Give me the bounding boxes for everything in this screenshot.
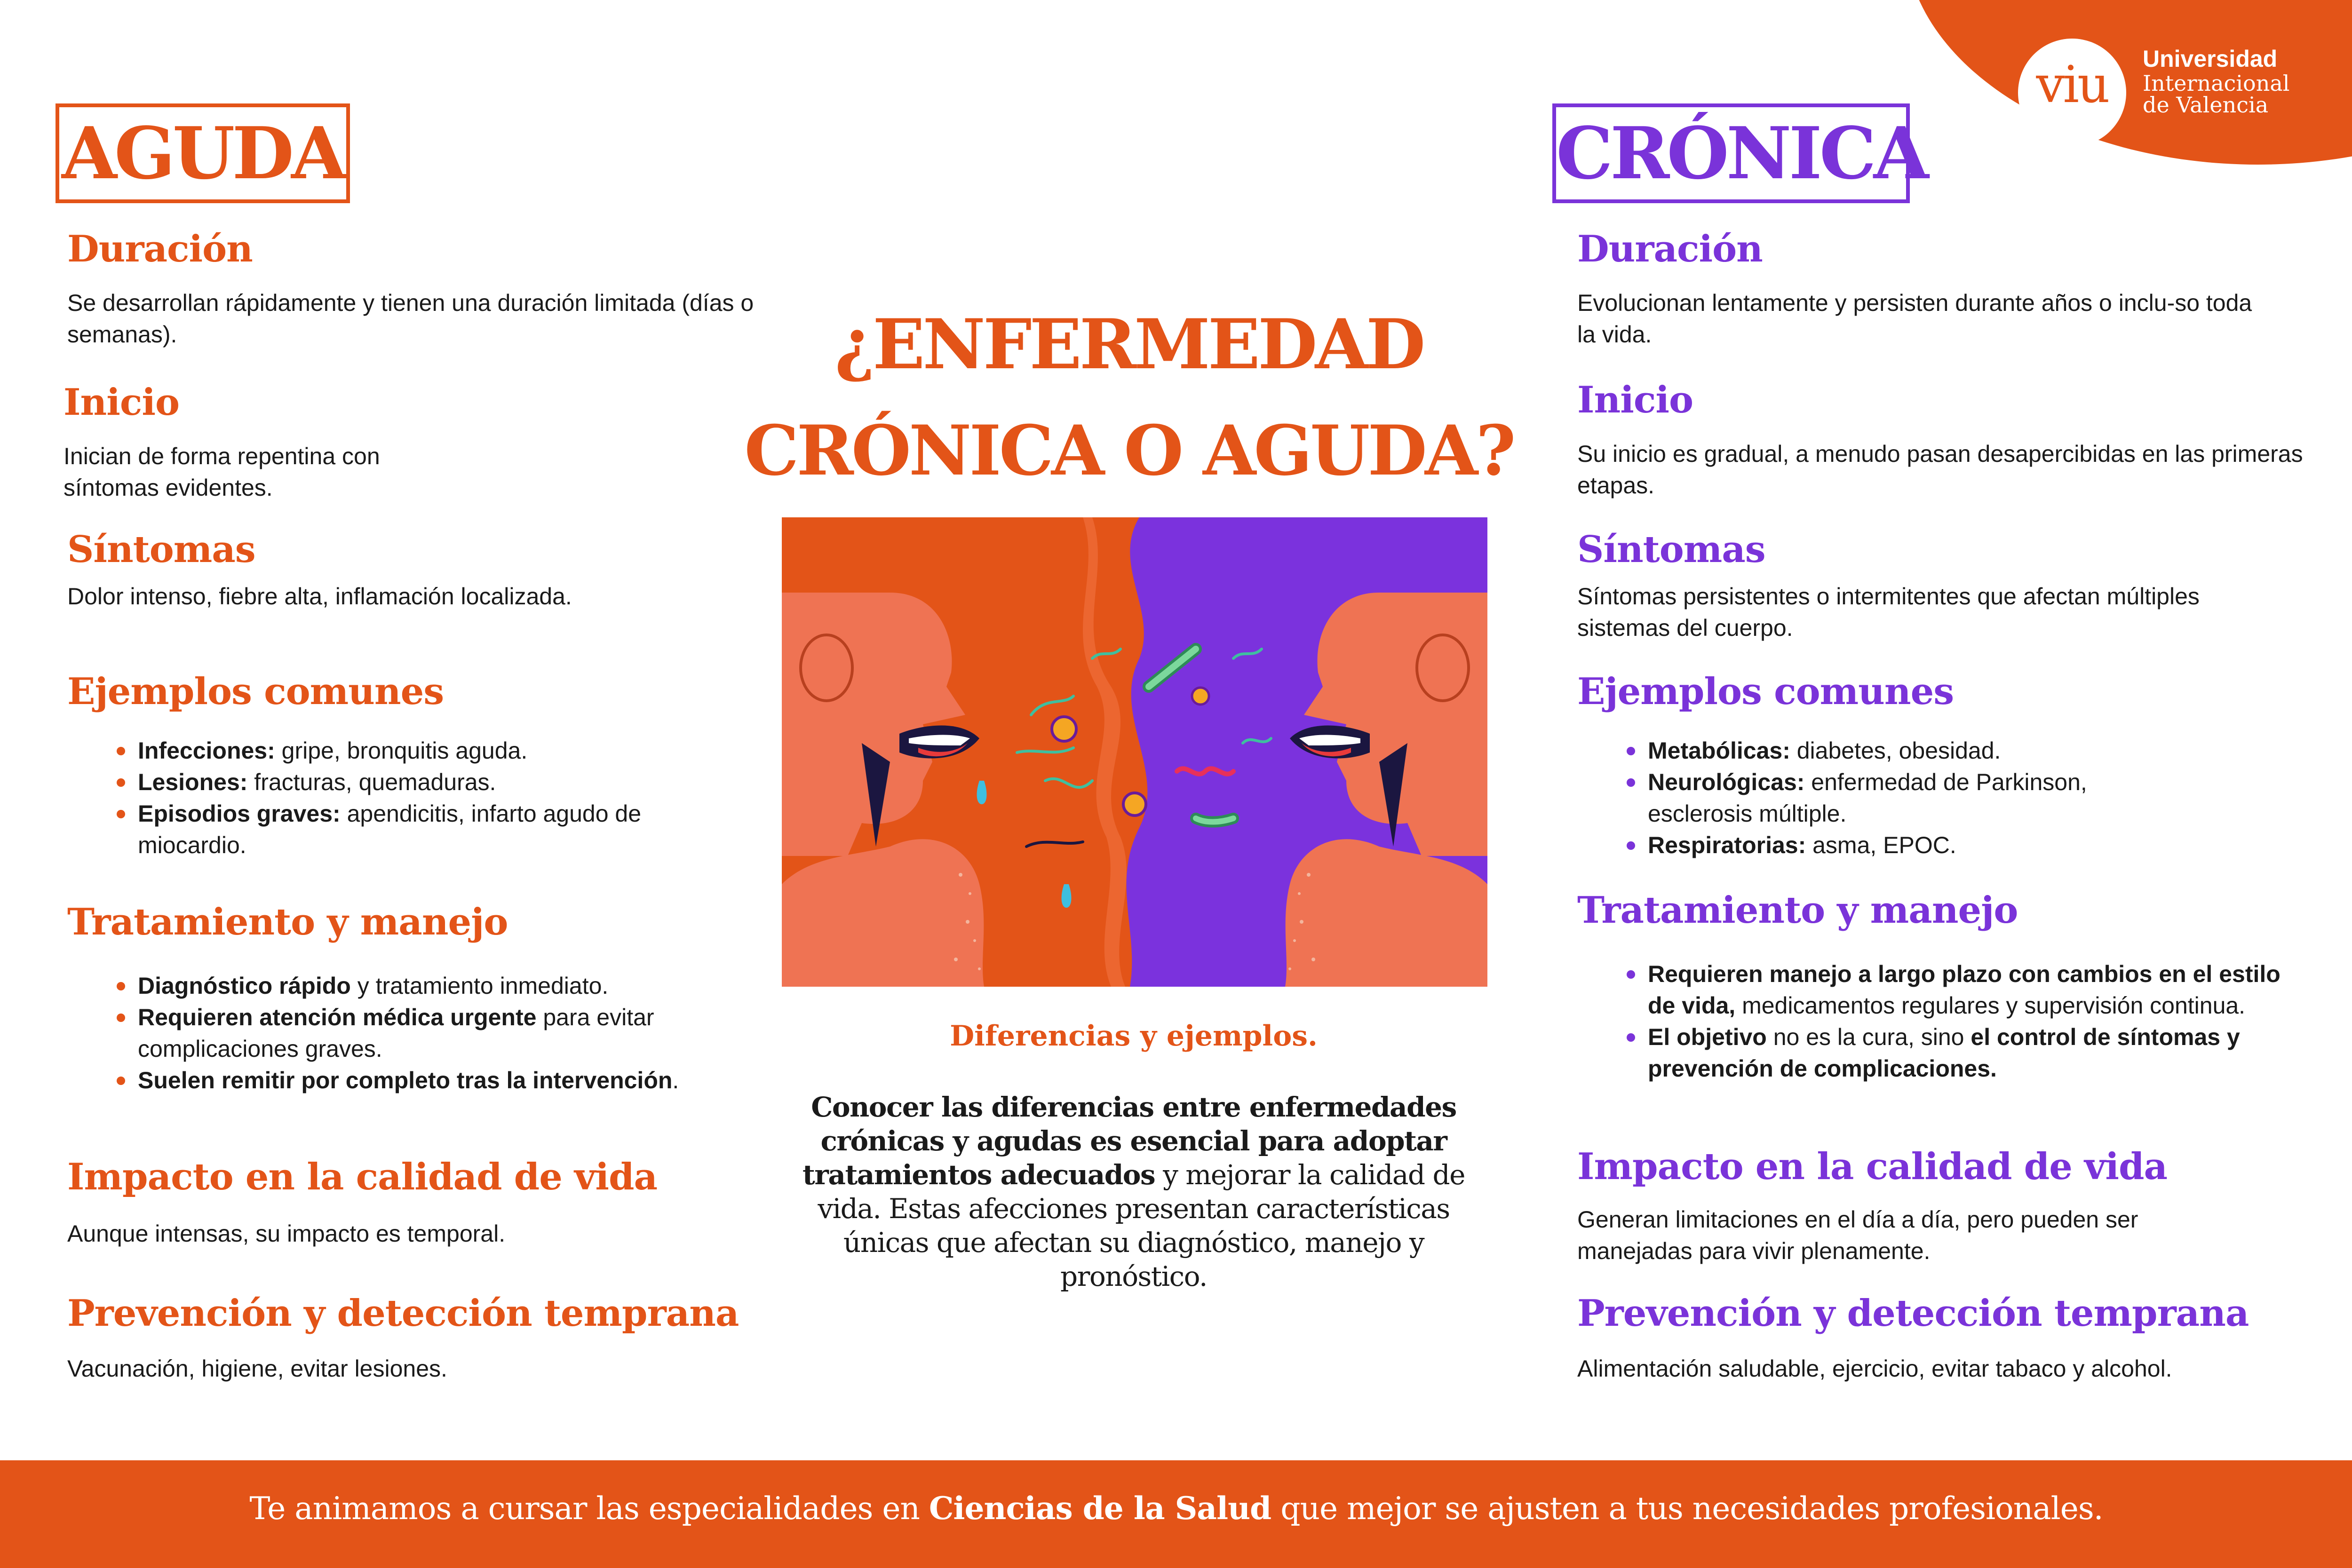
brand-logo-mark: viu	[2036, 55, 2108, 114]
aguda-heading: AGUDA	[56, 103, 350, 203]
aguda-sintomas-heading: Síntomas	[67, 528, 255, 571]
subtitle: Diferencias y ejemplos.	[950, 1020, 1318, 1053]
list-item: Respiratorias: asma, EPOC.	[1627, 830, 2191, 861]
cronica-ejemplos-heading: Ejemplos comunes	[1577, 670, 1954, 713]
list-item: Suelen remitir por completo tras la intervención.	[117, 1065, 775, 1096]
aguda-prevencion-text: Vacunación, higiene, evitar lesiones.	[67, 1355, 447, 1382]
list-item: Requieren atención médica urgente para evitar complicaciones graves.	[117, 1002, 775, 1065]
footer-text: Te animamos a cursar las especialidades en Ciencias de la Salud que mejor se ajusten a tus necesidades profesionales.	[249, 1490, 2103, 1527]
aguda-duracion-text: Se desarrollan rápidamente y tienen una duración limitada (días o semanas).	[67, 290, 754, 348]
cronica-duracion-text: Evolucionan lentamente y persisten durante años o inclu-so toda la vida.	[1577, 290, 2252, 348]
intro-paragraph: Conocer las diferencias entre enfermedades crónicas y agudas es esencial para adoptar tratamientos adecuados y mejorar la calidad de vida. Estas afecciones presentan características únicas que afectan su diagnóstico, manejo y pronóstico.	[803, 1091, 1465, 1292]
aguda-tratamiento-list	[117, 970, 775, 1096]
cronica-heading: CRÓNICA	[1552, 103, 1910, 203]
aguda-prevencion-heading: Prevención y detección temprana	[67, 1292, 739, 1335]
cronica-inicio-heading: Inicio	[1577, 379, 1693, 421]
list-item: Episodios graves: apendicitis, infarto agudo de miocardio.	[117, 798, 705, 861]
aguda-impacto-text: Aunque intensas, su impacto es temporal.	[67, 1220, 506, 1247]
aguda-inicio-heading: Inicio	[64, 381, 179, 424]
list-item: Metabólicas: diabetes, obesidad.	[1627, 735, 2191, 767]
list-item: El objetivo no es la cura, sino el control de síntomas y prevención de complicaciones.	[1627, 1022, 2304, 1085]
cronica-prevencion-heading: Prevención y detección temprana	[1577, 1292, 2249, 1335]
list-item: Neurológicas: enfermedad de Parkinson, esclerosis múltiple.	[1627, 767, 2191, 830]
aguda-ejemplos-list	[117, 735, 705, 861]
aguda-tratamiento-heading: Tratamiento y manejo	[67, 901, 508, 943]
cronica-tratamiento-list	[1627, 958, 2304, 1085]
list-item: Diagnóstico rápido y tratamiento inmediato.	[117, 970, 775, 1002]
aguda-sintomas-text: Dolor intenso, fiebre alta, inflamación localizada.	[67, 583, 572, 610]
brand-name-line2: Internacional	[2143, 71, 2290, 96]
cronica-duracion-heading: Duración	[1577, 228, 1763, 270]
list-item: Requieren manejo a largo plazo con cambios en el estilo de vida, medicamentos regulares y supervisión continua.	[1627, 958, 2304, 1022]
brand-name-line3: de Valencia	[2143, 92, 2269, 118]
cronica-sintomas-text: Síntomas persistentes o intermitentes que afectan múltiples sistemas del cuerpo.	[1577, 583, 2200, 641]
aguda-inicio-text: Inician de forma repentina con síntomas evidentes.	[64, 443, 380, 501]
aguda-duracion-heading: Duración	[67, 228, 253, 270]
cronica-prevencion-text: Alimentación saludable, ejercicio, evitar tabaco y alcohol.	[1577, 1355, 2172, 1382]
cronica-inicio-text: Su inicio es gradual, a menudo pasan desapercibidas en las primeras etapas.	[1577, 441, 2303, 499]
cronica-tratamiento-heading: Tratamiento y manejo	[1577, 889, 2018, 932]
cronica-impacto-heading: Impacto en la calidad de vida	[1577, 1145, 2168, 1188]
aguda-ejemplos-heading: Ejemplos comunes	[67, 670, 444, 713]
illustration-two-faces	[782, 517, 1487, 987]
aguda-impacto-heading: Impacto en la calidad de vida	[67, 1156, 658, 1198]
cronica-impacto-text: Generan limitaciones en el día a día, pero pueden ser manejadas para vivir plenamente.	[1577, 1206, 2138, 1264]
main-title	[734, 292, 1524, 504]
main-title-line1: ¿ENFERMEDAD	[834, 304, 1423, 385]
list-item: Lesiones: fracturas, quemaduras.	[117, 767, 705, 798]
main-title-line2: CRÓNICA O AGUDA?	[744, 411, 1514, 491]
brand-name-line1: Universidad	[2143, 46, 2278, 72]
cronica-ejemplos-list	[1627, 735, 2191, 861]
list-item: Infecciones: gripe, bronquitis aguda.	[117, 735, 705, 767]
cronica-sintomas-heading: Síntomas	[1577, 528, 1765, 571]
